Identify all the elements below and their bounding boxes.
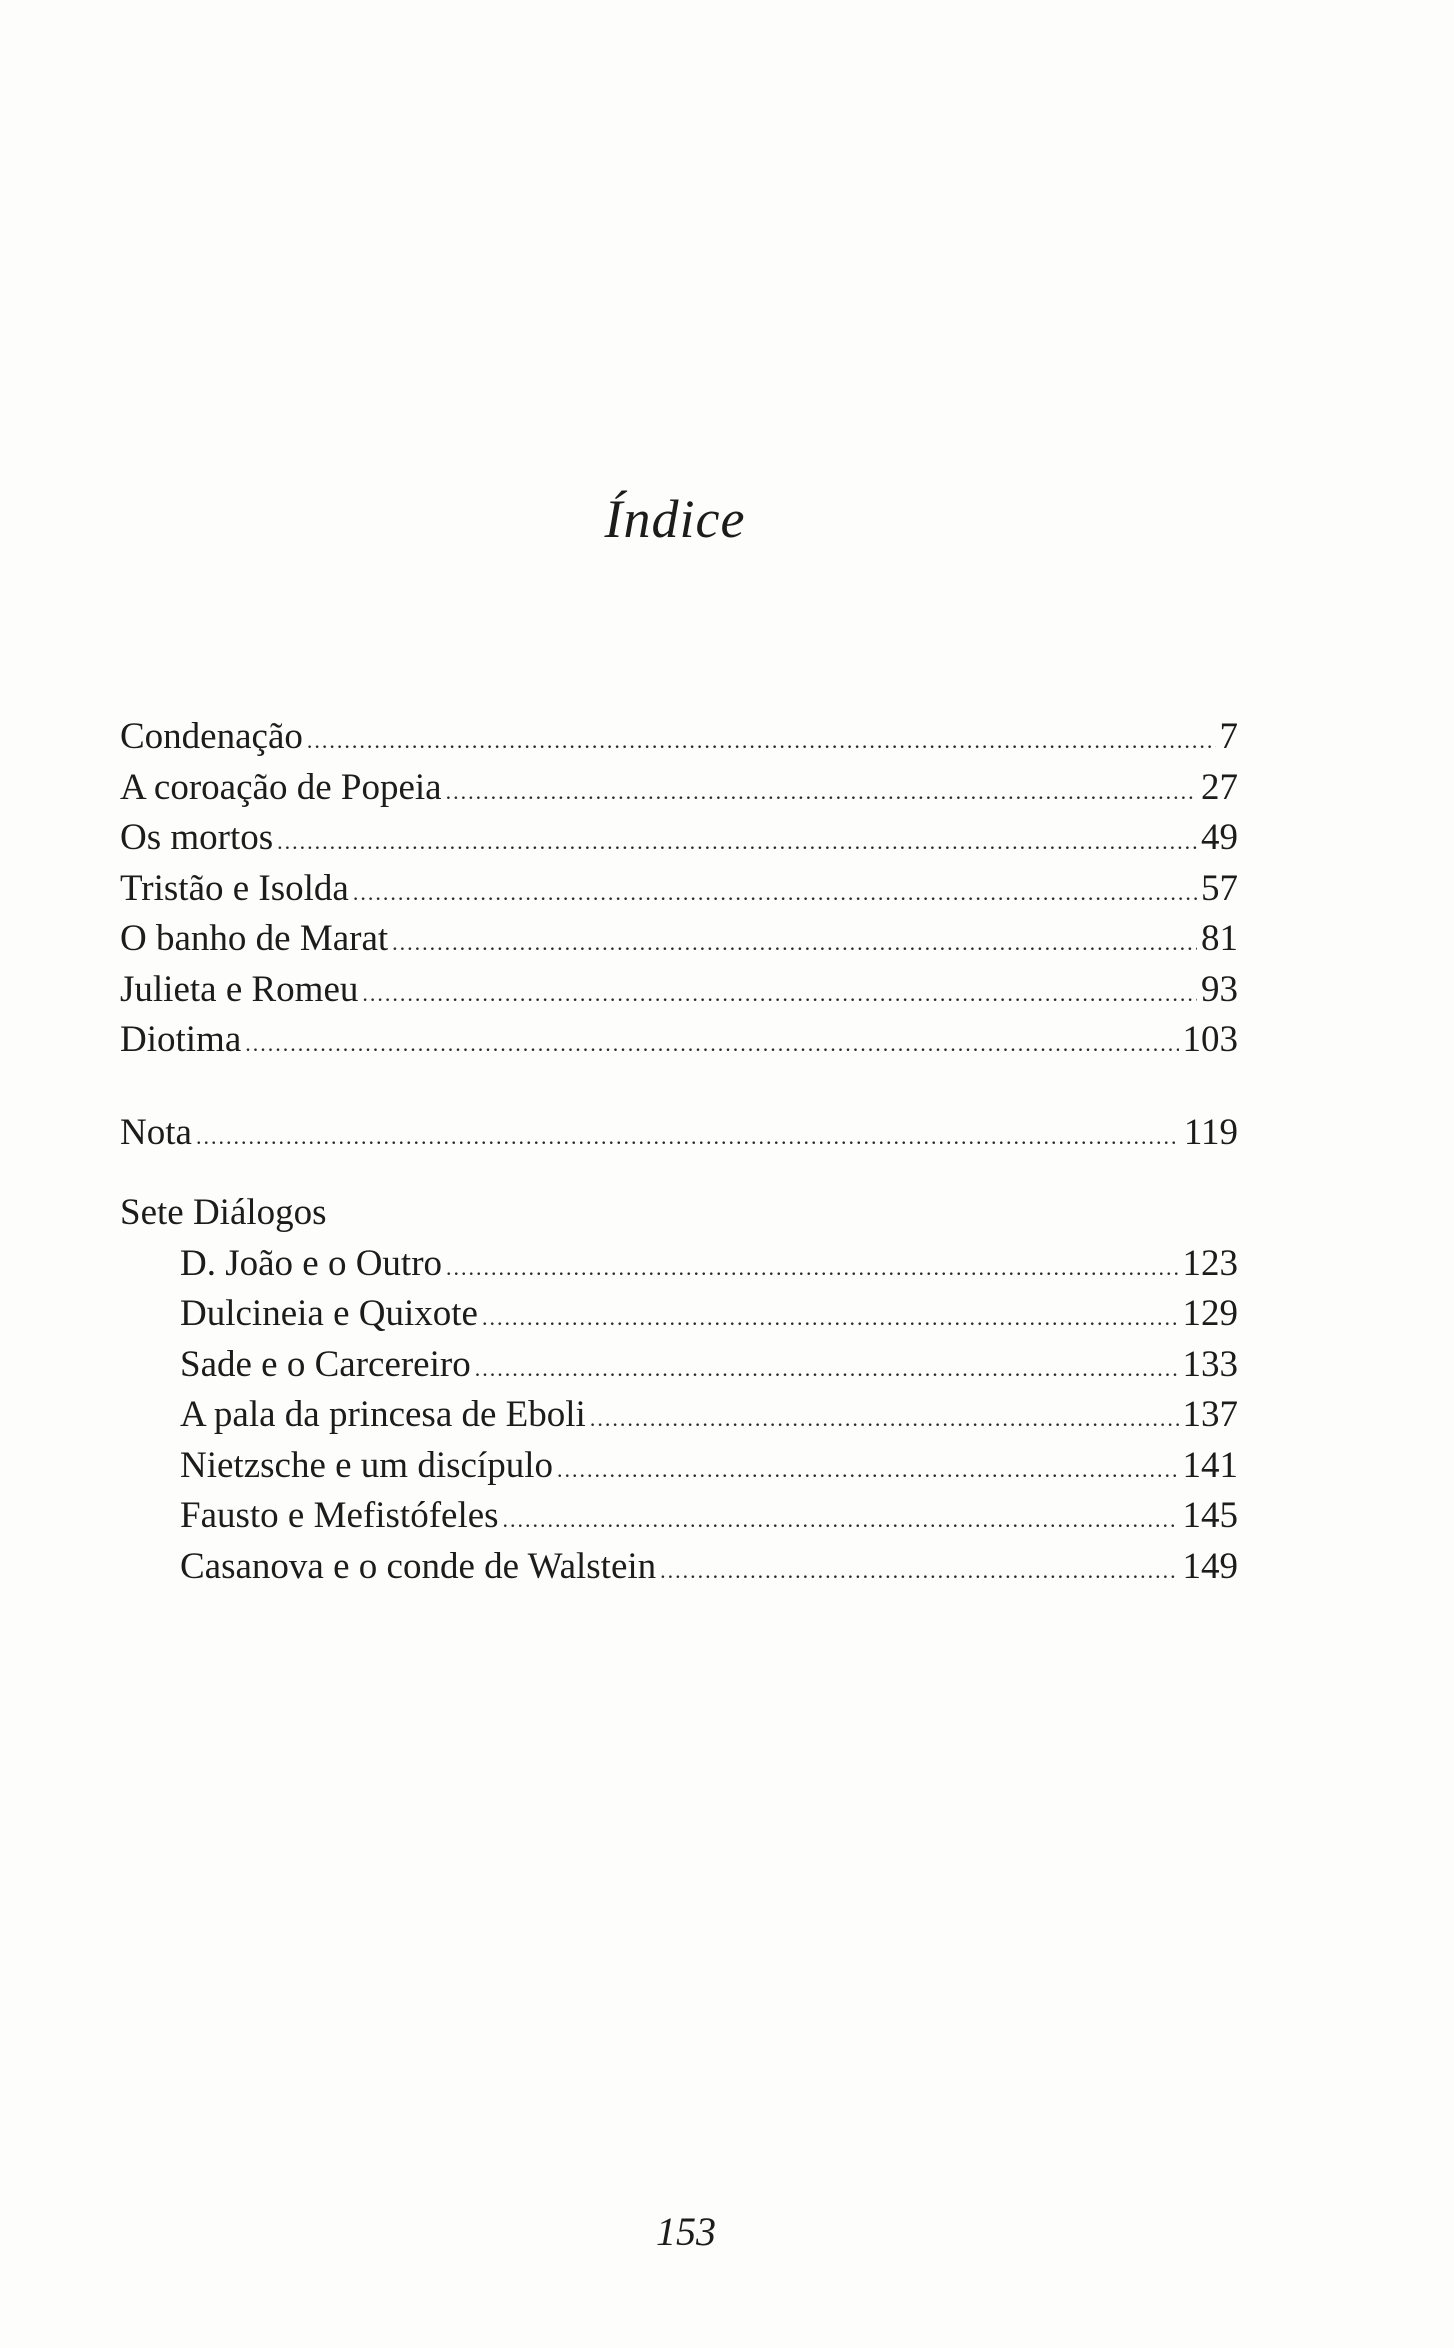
toc-entry [120, 965, 1238, 1016]
toc-entry-page: 123 [1182, 1242, 1238, 1284]
toc-leader-dots [475, 1344, 1179, 1395]
toc-entry-label: Nota [120, 1111, 192, 1153]
toc-leader-dots [446, 767, 1197, 818]
toc-entry-page: 103 [1182, 1019, 1238, 1060]
toc-entry-label: Dulcineia e Quixote [180, 1293, 478, 1334]
toc-entry [120, 712, 1238, 763]
toc-entry-label: Nietzsche e um discípulo [180, 1444, 553, 1486]
toc-entry-page: 7 [1219, 716, 1238, 757]
toc-entry-page: 81 [1201, 918, 1238, 959]
toc-entry [120, 763, 1238, 814]
toc-entry [120, 864, 1238, 915]
toc-entry-label: Os mortos [120, 817, 274, 858]
toc-subentry [120, 1390, 1238, 1441]
section-gap [120, 1066, 1238, 1108]
toc-leader-dots [392, 918, 1197, 969]
toc-entry-nota [120, 1108, 1238, 1159]
toc-entry-label: Diotima [120, 1019, 242, 1060]
toc-entry-page: 119 [1183, 1111, 1238, 1153]
toc-entry-label: A pala da princesa de Eboli [180, 1394, 586, 1435]
toc-subentry [120, 1239, 1238, 1290]
toc-entry-page: 149 [1182, 1545, 1238, 1587]
toc-leader-dots [353, 868, 1197, 919]
toc-leader-dots [196, 1112, 1180, 1163]
toc-entry-label: A coroação de Popeia [120, 766, 442, 808]
toc-entry-page: 141 [1182, 1444, 1238, 1486]
toc-entry-page: 93 [1201, 968, 1238, 1010]
toc-subentry [120, 1441, 1238, 1492]
toc-leader-dots [503, 1495, 1179, 1546]
toc-entry-label: Condenação [120, 716, 303, 757]
toc-entry-label: Sade e o Carcereiro [180, 1343, 471, 1385]
page-number: 153 [656, 2209, 716, 2254]
toc-leader-dots [660, 1546, 1178, 1597]
toc-entry [120, 813, 1238, 864]
toc-subentry [120, 1491, 1238, 1542]
section-heading: Sete Diálogos [120, 1192, 327, 1233]
toc-leader-dots [482, 1293, 1179, 1344]
toc-entry-label: O banho de Marat [120, 918, 389, 959]
toc-entry [120, 1015, 1238, 1066]
toc-entry-label: D. João e o Outro [180, 1242, 443, 1284]
toc-entry-page: 27 [1201, 766, 1238, 808]
toc-entry-label: Julieta e Romeu [120, 968, 359, 1010]
toc-entry-page: 137 [1182, 1394, 1238, 1435]
page-title: Índice [604, 489, 746, 549]
toc-leader-dots [590, 1394, 1179, 1445]
toc-leader-dots [557, 1445, 1179, 1496]
toc-subentry [120, 1289, 1238, 1340]
toc-entry-label: Casanova e o conde de Walstein [180, 1545, 657, 1587]
toc-entry-page: 49 [1201, 817, 1238, 858]
toc-entry-label: Tristão e Isolda [120, 867, 349, 909]
toc-leader-dots [245, 1019, 1178, 1070]
toc-entry-page: 57 [1201, 867, 1238, 909]
toc-subentry [120, 1340, 1238, 1391]
toc-leader-dots [277, 817, 1197, 868]
toc-entry-page: 129 [1182, 1293, 1238, 1334]
toc-leader-dots [307, 716, 1216, 767]
toc-entry-label: Fausto e Mefistófeles [180, 1495, 499, 1536]
toc-leader-dots [362, 969, 1197, 1020]
toc-leader-dots [446, 1243, 1178, 1294]
toc-entry [120, 914, 1238, 965]
toc-entry-page: 145 [1182, 1495, 1238, 1536]
toc-entry-page: 133 [1182, 1343, 1238, 1385]
table-of-contents [120, 712, 1238, 1592]
toc-subentry [120, 1542, 1238, 1593]
